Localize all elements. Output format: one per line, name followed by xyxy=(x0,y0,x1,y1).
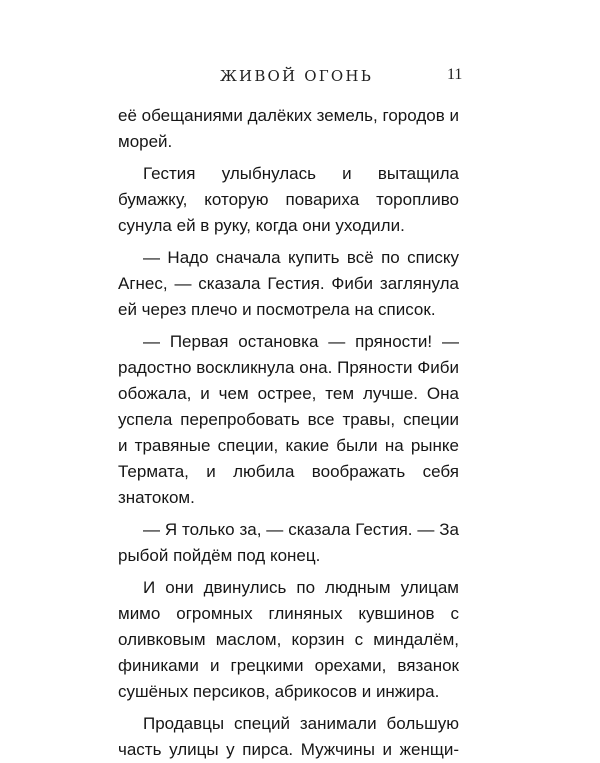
page-number: 11 xyxy=(447,66,463,83)
paragraph-5: — Я только за, — сказала Гестия. — За рыбой пойдём под конец. xyxy=(118,520,459,565)
paragraph-6: И они двинулись по людным улицам мимо огромных глиняных кувшинов с оливковым маслом, корзин с миндалём, финиками и грецкими орехами, вязанок сушёных персиков, абрикосов и инжира. xyxy=(118,578,459,701)
running-title: ЖИВОЙ ОГОНЬ xyxy=(220,67,374,85)
body-text xyxy=(118,103,459,763)
paragraph-4: — Первая остановка — пряности! — радостно воскликнула она. Пряности Фиби обожала, и чем острее, тем лучше. Она успела перепробовать все травы, специи и травяные специи, какие были на рынке Термата, и любила воображать себя знатоком. xyxy=(118,332,459,507)
paragraph-1: её обещаниями далёких земель, городов и морей. xyxy=(118,106,459,151)
paragraph-7: Продавцы специй занимали большую часть улицы у пирса. Мужчины и женщи- xyxy=(118,714,459,759)
paragraph-2: Гестия улыбнулась и вытащила бумажку, которую повариха торопливо сунула ей в руку, когда они уходили. xyxy=(118,164,459,235)
paragraph-3: — Надо сначала купить всё по списку Агнес, — сказала Гестия. Фиби заглянула ей через плечо и посмотрела на список. xyxy=(118,248,459,319)
